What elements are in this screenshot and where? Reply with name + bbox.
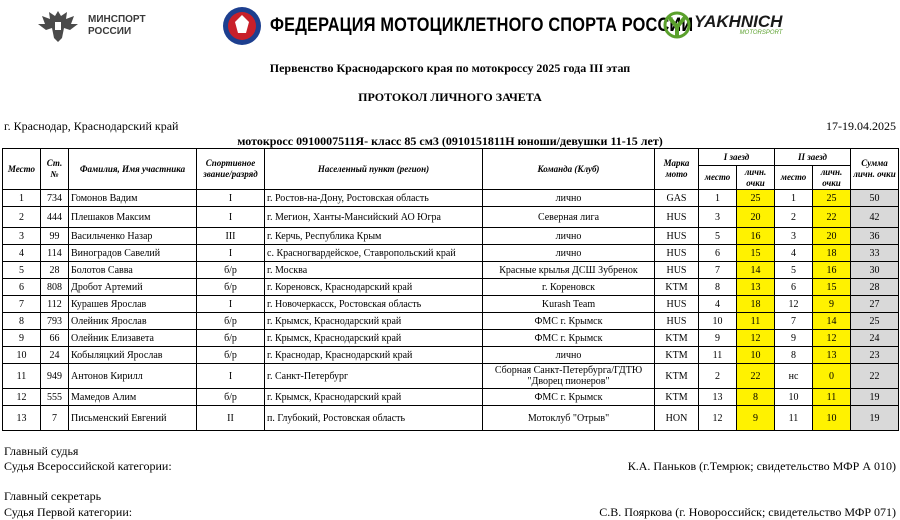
cell-moto: HUS <box>655 207 699 228</box>
results-table <box>2 148 899 431</box>
cell-num: 793 <box>41 313 69 330</box>
header-race2: II заезд <box>775 149 851 166</box>
cell-num: 7 <box>41 406 69 431</box>
cell-race1-points: 16 <box>737 228 775 245</box>
secretary-category: Судья Первой категории: <box>4 505 133 519</box>
cell-place: 2 <box>3 207 41 228</box>
table-row <box>3 330 899 347</box>
cell-place: 5 <box>3 262 41 279</box>
cell-race1-place: 10 <box>699 313 737 330</box>
cell-race1-points: 13 <box>737 279 775 296</box>
cell-town: г. Ростов-на-Дону, Ростовская область <box>265 190 483 207</box>
cell-race2-points: 16 <box>813 262 851 279</box>
cell-name: Кобыляцкий Ярослав <box>69 347 197 364</box>
cell-rank: I <box>197 207 265 228</box>
event-title: Первенство Краснодарского края по мотокроссу 2025 года III этап <box>269 61 631 75</box>
cell-moto: KTM <box>655 364 699 389</box>
cell-team: лично <box>483 190 655 207</box>
cell-team: Сборная Санкт-Петербурга/ГДТЮ "Дворец пионеров" <box>483 364 655 389</box>
cell-race2-points: 10 <box>813 406 851 431</box>
protocol-title: ПРОТОКОЛ ЛИЧНОГО ЗАЧЕТА <box>358 90 542 104</box>
header-race2-points: личн. очки <box>813 166 851 190</box>
cell-rank: I <box>197 190 265 207</box>
cell-name: Олейник Елизавета <box>69 330 197 347</box>
cell-name: Васильченко Назар <box>69 228 197 245</box>
cell-rank: II <box>197 406 265 431</box>
header-num: Ст. № <box>41 149 69 190</box>
cell-num: 949 <box>41 364 69 389</box>
header-race1-points: личн. очки <box>737 166 775 190</box>
cell-race2-points: 12 <box>813 330 851 347</box>
cell-race1-place: 13 <box>699 389 737 406</box>
cell-race1-points: 9 <box>737 406 775 431</box>
minsport-logo <box>36 8 148 44</box>
cell-race2-place: 11 <box>775 406 813 431</box>
cell-rank: I <box>197 364 265 389</box>
table-row <box>3 228 899 245</box>
table-row <box>3 406 899 431</box>
cell-race2-points: 0 <box>813 364 851 389</box>
table-row <box>3 389 899 406</box>
table-row <box>3 296 899 313</box>
cell-name: Антонов Кирилл <box>69 364 197 389</box>
cell-num: 28 <box>41 262 69 279</box>
cell-race2-points: 11 <box>813 389 851 406</box>
cell-num: 66 <box>41 330 69 347</box>
cell-rank: III <box>197 228 265 245</box>
cell-town: г. Керчь, Республика Крым <box>265 228 483 245</box>
cell-moto: GAS <box>655 190 699 207</box>
cell-num: 555 <box>41 389 69 406</box>
cell-rank: б/р <box>197 389 265 406</box>
table-row <box>3 347 899 364</box>
cell-place: 13 <box>3 406 41 431</box>
cell-name: Гомонов Вадим <box>69 190 197 207</box>
cell-place: 10 <box>3 347 41 364</box>
table-row <box>3 190 899 207</box>
class-line: мотокросс 0910007511Я- класс 85 см3 (0910151811Н юноши/девушки 11-15 лет) <box>237 134 663 148</box>
header-sum: Сумма личн. очки <box>851 149 899 190</box>
cell-team: лично <box>483 347 655 364</box>
cell-sum: 25 <box>851 313 899 330</box>
table-row <box>3 364 899 389</box>
cell-name: Дробот Артемий <box>69 279 197 296</box>
event-city: г. Краснодар, Краснодарский край <box>4 119 179 133</box>
cell-town: г. Мегион, Ханты-Мансийский АО Югра <box>265 207 483 228</box>
yakhnich-name: YAKHNICH <box>694 12 783 31</box>
cell-sum: 19 <box>851 406 899 431</box>
table-row <box>3 313 899 330</box>
cell-race2-points: 14 <box>813 313 851 330</box>
cell-team: Северная лига <box>483 207 655 228</box>
cell-race2-place: 5 <box>775 262 813 279</box>
cell-name: Плешаков Максим <box>69 207 197 228</box>
table-row <box>3 279 899 296</box>
cell-place: 1 <box>3 190 41 207</box>
cell-race1-points: 12 <box>737 330 775 347</box>
cell-sum: 36 <box>851 228 899 245</box>
cell-rank: б/р <box>197 347 265 364</box>
cell-moto: HON <box>655 406 699 431</box>
cell-race1-place: 12 <box>699 406 737 431</box>
cell-race1-points: 20 <box>737 207 775 228</box>
cell-race2-place: 3 <box>775 228 813 245</box>
cell-race2-points: 13 <box>813 347 851 364</box>
header-logos <box>0 0 900 50</box>
cell-town: г. Кореновск, Краснодарский край <box>265 279 483 296</box>
table-row <box>3 245 899 262</box>
cell-race1-points: 15 <box>737 245 775 262</box>
cell-sum: 22 <box>851 364 899 389</box>
cell-race2-points: 20 <box>813 228 851 245</box>
cell-race1-points: 11 <box>737 313 775 330</box>
header-town: Населенный пункт (регион) <box>265 149 483 190</box>
cell-race2-place: 9 <box>775 330 813 347</box>
cell-place: 11 <box>3 364 41 389</box>
cell-race1-place: 2 <box>699 364 737 389</box>
cell-race1-place: 3 <box>699 207 737 228</box>
table-row <box>3 262 899 279</box>
cell-place: 4 <box>3 245 41 262</box>
cell-race2-place: 7 <box>775 313 813 330</box>
cell-num: 24 <box>41 347 69 364</box>
cell-moto: KTM <box>655 347 699 364</box>
cell-team: лично <box>483 245 655 262</box>
cell-race2-place: 10 <box>775 389 813 406</box>
header-race1: I заезд <box>699 149 775 166</box>
cell-moto: HUS <box>655 313 699 330</box>
cell-team: Мотоклуб "Отрыв" <box>483 406 655 431</box>
cell-town: г. Санкт-Петербург <box>265 364 483 389</box>
cell-race2-place: 2 <box>775 207 813 228</box>
cell-race2-place: 1 <box>775 190 813 207</box>
cell-town: с. Красногвардейское, Ставропольский край <box>265 245 483 262</box>
cell-team: ФМС г. Крымск <box>483 313 655 330</box>
header-name: Фамилия, Имя участника <box>69 149 197 190</box>
judge-name: К.А. Паньков (г.Темрюк; свидетельство МФР А 010) <box>627 459 896 473</box>
cell-num: 734 <box>41 190 69 207</box>
cell-moto: KTM <box>655 330 699 347</box>
cell-place: 3 <box>3 228 41 245</box>
cell-name: Олейник Ярослав <box>69 313 197 330</box>
cell-race2-points: 22 <box>813 207 851 228</box>
cell-race1-place: 6 <box>699 245 737 262</box>
cell-race2-place: 12 <box>775 296 813 313</box>
secretary-title: Главный секретарь <box>4 489 102 503</box>
minsport-name: МИНСПОРТ РОССИИ <box>88 14 146 37</box>
cell-race1-place: 8 <box>699 279 737 296</box>
cell-rank: б/р <box>197 279 265 296</box>
cell-team: ФМС г. Крымск <box>483 389 655 406</box>
cell-race1-place: 7 <box>699 262 737 279</box>
results-body <box>3 190 899 431</box>
cell-team: г. Кореновск <box>483 279 655 296</box>
cell-sum: 30 <box>851 262 899 279</box>
cell-moto: HUS <box>655 228 699 245</box>
cell-team: ФМС г. Крымск <box>483 330 655 347</box>
cell-num: 808 <box>41 279 69 296</box>
cell-rank: I <box>197 296 265 313</box>
header-race1-place: место <box>699 166 737 190</box>
header-team: Команда (Клуб) <box>483 149 655 190</box>
cell-place: 7 <box>3 296 41 313</box>
cell-town: г. Крымск, Краснодарский край <box>265 330 483 347</box>
cell-race1-points: 10 <box>737 347 775 364</box>
header-race2-place: место <box>775 166 813 190</box>
fms-name: ФЕДЕРАЦИЯ МОТОЦИКЛЕТНОГО СПОРТА РОССИИ <box>270 15 694 36</box>
cell-race2-points: 25 <box>813 190 851 207</box>
cell-race2-place: 8 <box>775 347 813 364</box>
judge-title: Главный судья <box>4 444 79 458</box>
judge-category: Судья Всероссийской категории: <box>4 459 172 473</box>
cell-sum: 24 <box>851 330 899 347</box>
cell-sum: 33 <box>851 245 899 262</box>
cell-team: лично <box>483 228 655 245</box>
cell-sum: 28 <box>851 279 899 296</box>
cell-race2-points: 18 <box>813 245 851 262</box>
cell-town: г. Новочеркасск, Ростовская область <box>265 296 483 313</box>
cell-num: 444 <box>41 207 69 228</box>
cell-race2-points: 15 <box>813 279 851 296</box>
cell-team: Kurash Team <box>483 296 655 313</box>
cell-rank: б/р <box>197 313 265 330</box>
table-row <box>3 207 899 228</box>
cell-town: п. Глубокий, Ростовская область <box>265 406 483 431</box>
cell-rank: I <box>197 245 265 262</box>
cell-race1-place: 4 <box>699 296 737 313</box>
cell-race1-points: 25 <box>737 190 775 207</box>
secretary-name: С.В. Пояркова (г. Новороссийск; свидетельство МФР 071) <box>599 505 896 519</box>
cell-race2-place: 4 <box>775 245 813 262</box>
cell-town: г. Краснодар, Краснодарский край <box>265 347 483 364</box>
cell-race1-place: 5 <box>699 228 737 245</box>
fms-emblem-icon <box>222 6 262 46</box>
header-place: Место <box>3 149 41 190</box>
event-date: 17-19.04.2025 <box>826 119 896 133</box>
cell-race1-points: 14 <box>737 262 775 279</box>
cell-moto: KTM <box>655 389 699 406</box>
cell-place: 12 <box>3 389 41 406</box>
cell-place: 8 <box>3 313 41 330</box>
cell-name: Виноградов Савелий <box>69 245 197 262</box>
header-rank: Спортивное звание/разряд <box>197 149 265 190</box>
cell-sum: 23 <box>851 347 899 364</box>
cell-num: 99 <box>41 228 69 245</box>
cell-race2-place: нс <box>775 364 813 389</box>
cell-race2-place: 6 <box>775 279 813 296</box>
cell-rank: б/р <box>197 330 265 347</box>
cell-num: 112 <box>41 296 69 313</box>
cell-moto: KTM <box>655 279 699 296</box>
yakhnich-logo <box>662 10 782 40</box>
cell-race1-place: 9 <box>699 330 737 347</box>
cell-place: 6 <box>3 279 41 296</box>
cell-sum: 27 <box>851 296 899 313</box>
yakhnich-sub: MOTORSPORT <box>739 30 783 36</box>
cell-moto: HUS <box>655 245 699 262</box>
cell-sum: 42 <box>851 207 899 228</box>
cell-name: Письменский Евгений <box>69 406 197 431</box>
eagle-emblem-icon <box>36 8 80 44</box>
cell-town: г. Крымск, Краснодарский край <box>265 313 483 330</box>
cell-moto: HUS <box>655 262 699 279</box>
cell-race1-place: 1 <box>699 190 737 207</box>
cell-name: Болотов Савва <box>69 262 197 279</box>
cell-name: Мамедов Алим <box>69 389 197 406</box>
cell-num: 114 <box>41 245 69 262</box>
cell-moto: HUS <box>655 296 699 313</box>
cell-race1-points: 22 <box>737 364 775 389</box>
cell-name: Курашев Ярослав <box>69 296 197 313</box>
cell-race1-points: 18 <box>737 296 775 313</box>
yakhnich-emblem-icon <box>662 10 692 40</box>
cell-race1-points: 8 <box>737 389 775 406</box>
cell-race2-points: 9 <box>813 296 851 313</box>
header-moto: Марка мото <box>655 149 699 190</box>
cell-town: г. Крымск, Краснодарский край <box>265 389 483 406</box>
cell-place: 9 <box>3 330 41 347</box>
cell-town: г. Москва <box>265 262 483 279</box>
cell-sum: 50 <box>851 190 899 207</box>
cell-team: Красные крылья ДСШ Зубренок <box>483 262 655 279</box>
cell-race1-place: 11 <box>699 347 737 364</box>
cell-sum: 19 <box>851 389 899 406</box>
cell-rank: б/р <box>197 262 265 279</box>
